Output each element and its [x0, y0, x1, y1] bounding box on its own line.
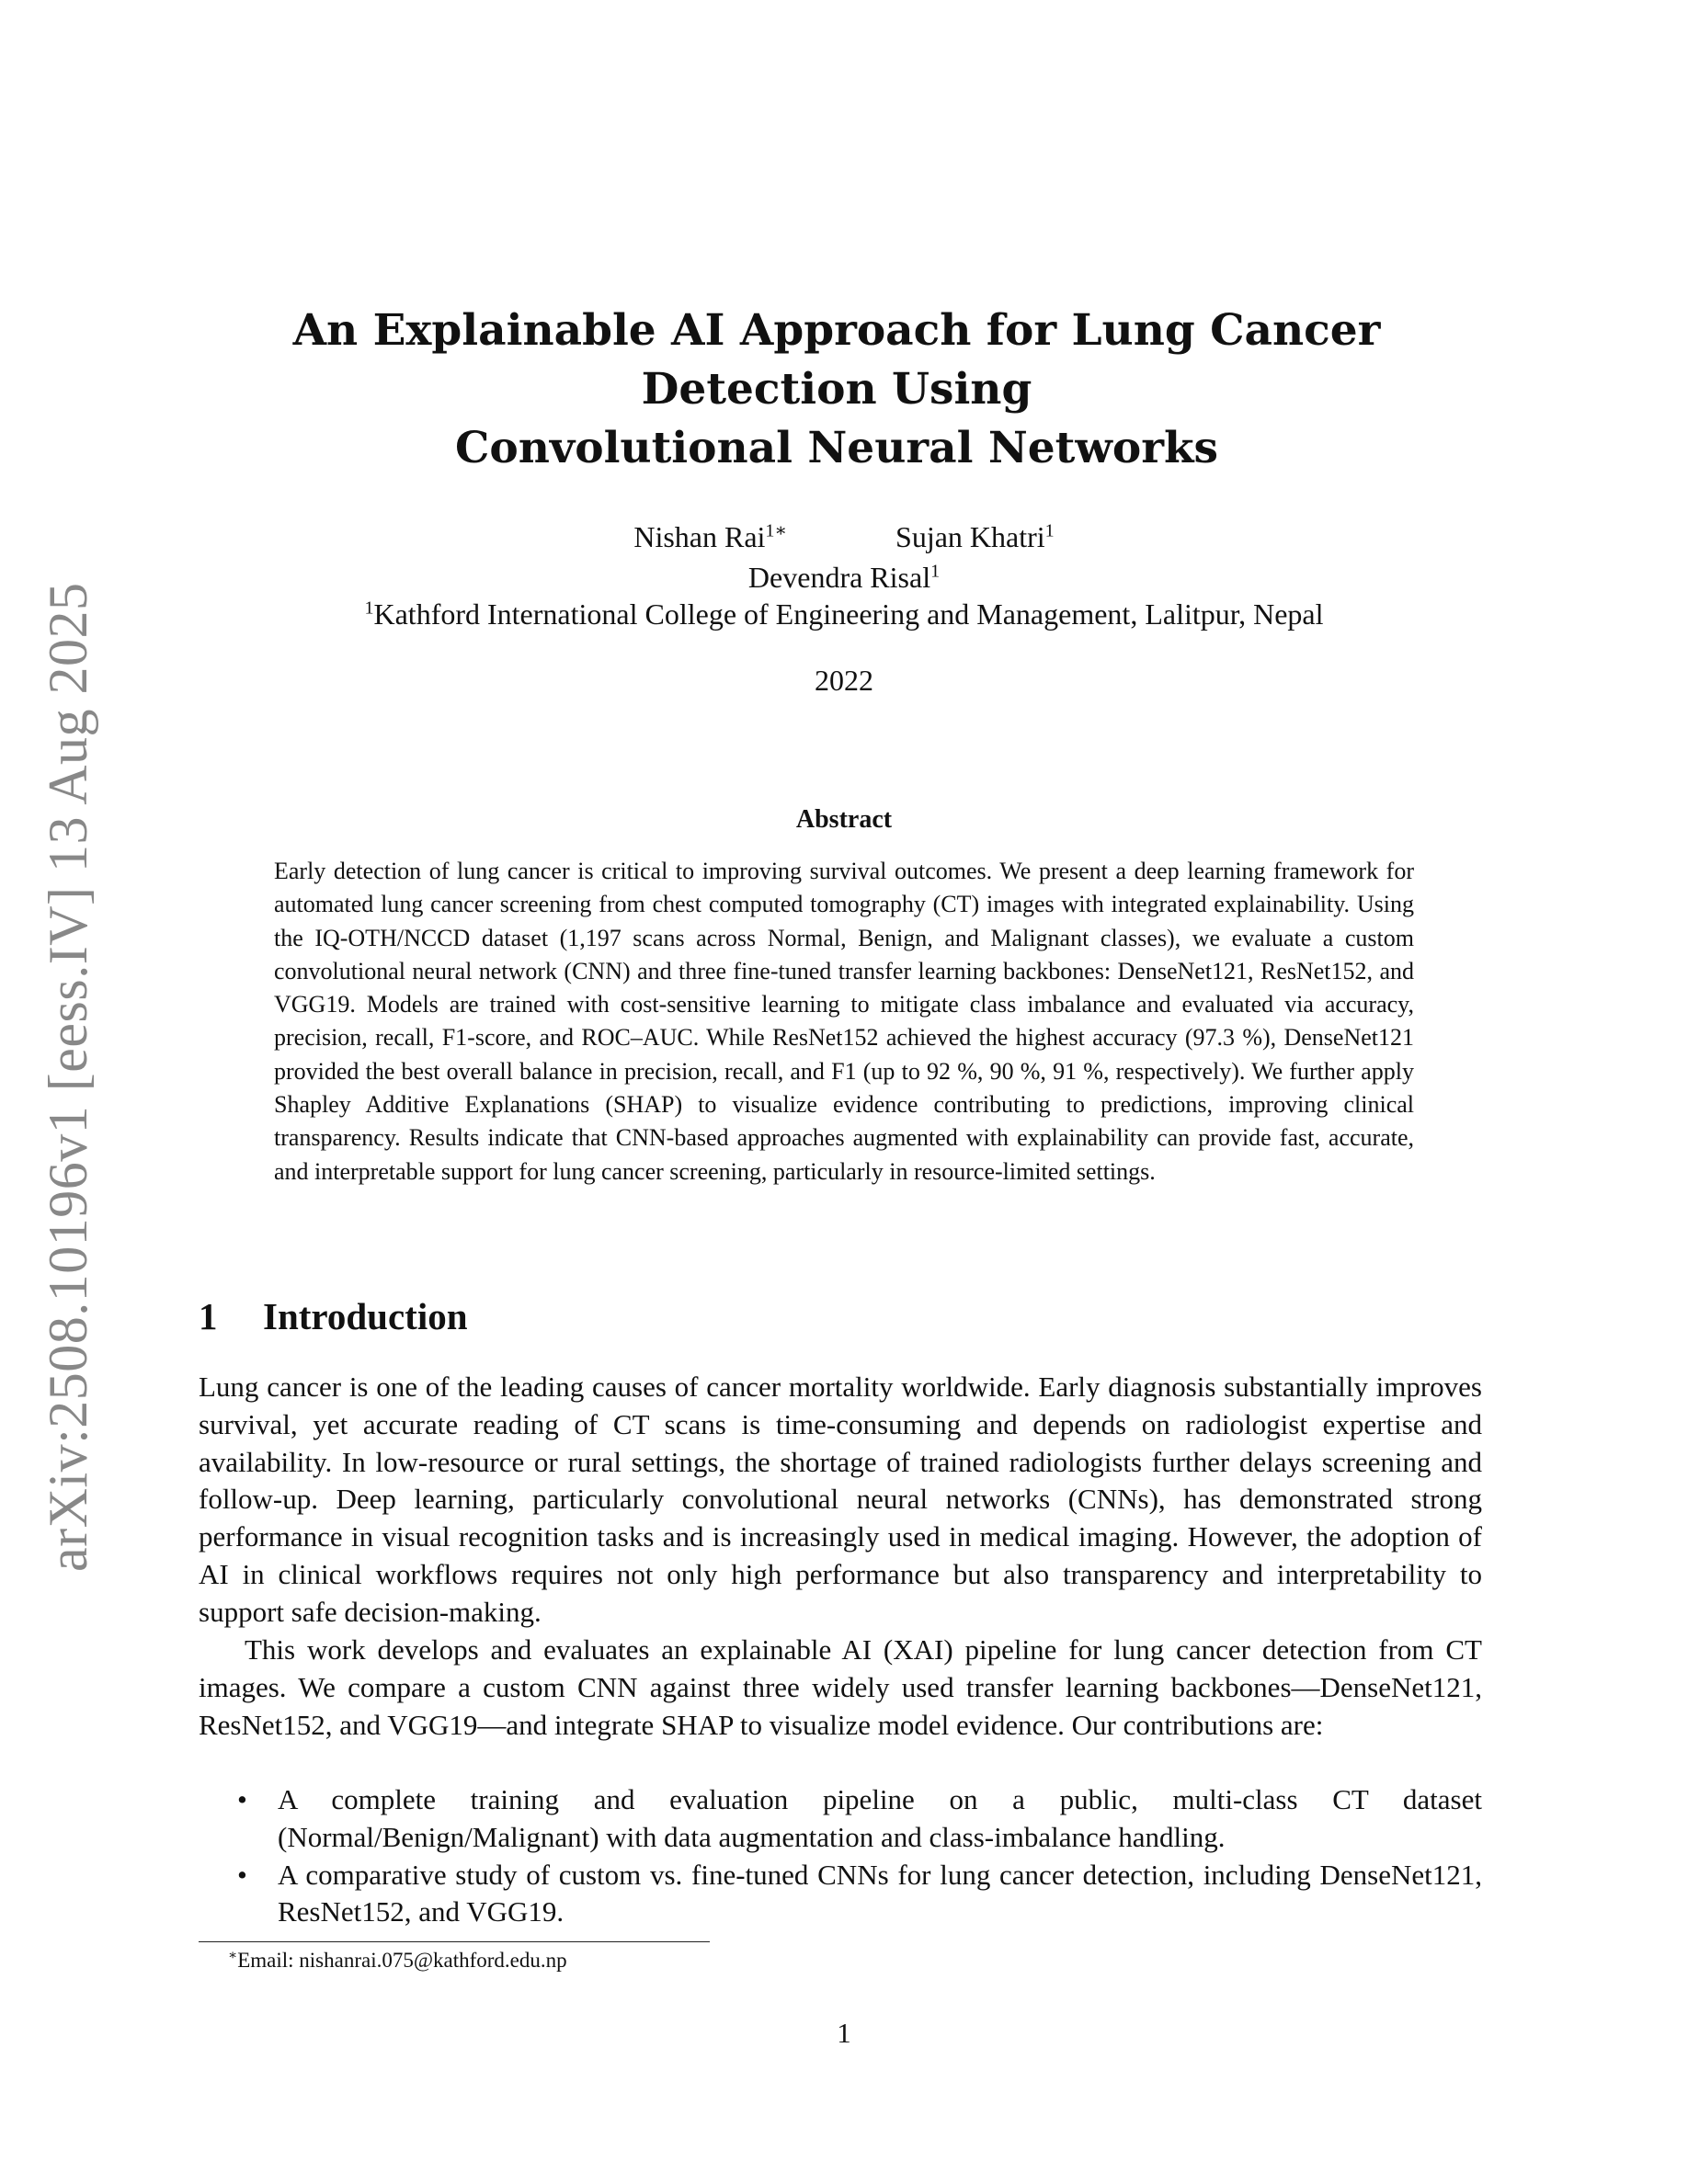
author-name: Devendra Risal [747, 561, 931, 594]
list-item [199, 1781, 1482, 1857]
author [748, 561, 940, 594]
author [633, 517, 787, 557]
section-heading [199, 1294, 468, 1338]
contributions-list [199, 1781, 1482, 1931]
section-number: 1 [199, 1295, 218, 1337]
section-title: Introduction [263, 1295, 468, 1337]
title-line: An Explainable AI Approach for Lung Cancer [292, 305, 1381, 356]
list-item-text: A complete training and evaluation pipeline on a public, multi-class CT dataset (Normal/Benign/Malignant) with data augmentation and class-imbalance handling. [278, 1783, 1482, 1853]
footnote-divider [199, 1941, 710, 1942]
footnote-text: Email: nishanrai.075@kathford.edu.np [237, 1949, 567, 1972]
paragraph: Lung cancer is one of the leading causes of cancer mortality worldwide. Early diagnosis substantially improves survival, yet accurate reading of CT scans is time-consuming and depends on radiologist expertise and availability. In low-resource or rural settings, the shortage of trained radiologists further delays screening and follow-up. Deep learning, particularly convolutional neural networks (CNNs), has demonstrated strong performance in visual recognition tasks and is increasingly used in medical imaging. However, the adoption of AI in clinical workflows requires not only high performance but also transparency and interpretability to support safe decision-making. [199, 1371, 1482, 1628]
footnote-mark: ∗ [228, 1948, 238, 1963]
footnote [228, 1949, 567, 1973]
title-line: Detection Using [641, 364, 1032, 415]
page-number: 1 [837, 2017, 851, 2049]
paragraph: This work develops and evaluates an explainable AI (XAI) pipeline for lung cancer detection from CT images. We compare a custom CNN against three widely used transfer learning backbones—DenseNet121, ResNet152, and VGG19—and integrate SHAP to visualize model evidence. Our contributions are: [199, 1633, 1482, 1741]
author-mark: 1 [1044, 520, 1055, 541]
author-mark: 1 [930, 561, 941, 582]
bullet-icon: • [237, 1858, 247, 1891]
list-item [199, 1857, 1482, 1932]
author-mark: 1∗ [765, 520, 788, 541]
title-line: Convolutional Neural Networks [454, 423, 1218, 473]
abstract-heading: Abstract [795, 805, 893, 834]
author-list [0, 517, 1688, 597]
abstract-text: Early detection of lung cancer is critical to improving survival outcomes. We present a deep learning framework for automated lung cancer screening from chest computed tomography (CT) images with integrated explainability. Using the IQ-OTH/NCCD dataset (1,197 scans across Normal, Benign, and Malignant classes), we evaluate a custom convolutional neural network (CNN) and three fine-tuned transfer learning backbones: DenseNet121, ResNet152, and VGG19. Models are trained with cost-sensitive learning to mitigate class imbalance and evaluated via accuracy, precision, recall, F1-score, and ROC–AUC. While ResNet152 achieved the highest accuracy (97.3 %), DenseNet121 provided the best overall balance in precision, recall, and F1 (up to 92 %, 90 %, 91 %, respectively). We further apply Shapley Additive Explanations (SHAP) to visualize evidence contributing to predictions, improving clinical transparency. Results indicate that CNN-based approaches augmented with explainability can provide fast, accurate, and interpretable support for lung cancer screening, particularly in resource-limited settings. [274, 858, 1414, 1185]
affiliation-text: Kathford International College of Engineering and Management, Lalitpur, Nepal [373, 597, 1324, 631]
bullet-icon: • [237, 1783, 247, 1815]
publication-year: 2022 [815, 664, 873, 697]
affiliation [0, 596, 1688, 632]
author-name: Nishan Rai [633, 520, 766, 553]
arxiv-sidebar-stamp [0, 0, 98, 1572]
affiliation-mark: 1 [364, 597, 374, 619]
list-item-text: A comparative study of custom vs. fine-tuned CNNs for lung cancer detection, including DenseNet121, ResNet152, and VGG19. [278, 1858, 1482, 1928]
author-name: Sujan Khatri [895, 520, 1045, 553]
arxiv-identifier: arXiv:2508.10196v1 [eess.IV] 13 Aug 2025 [38, 582, 98, 1572]
author [895, 517, 1055, 557]
paper-title [184, 301, 1489, 478]
